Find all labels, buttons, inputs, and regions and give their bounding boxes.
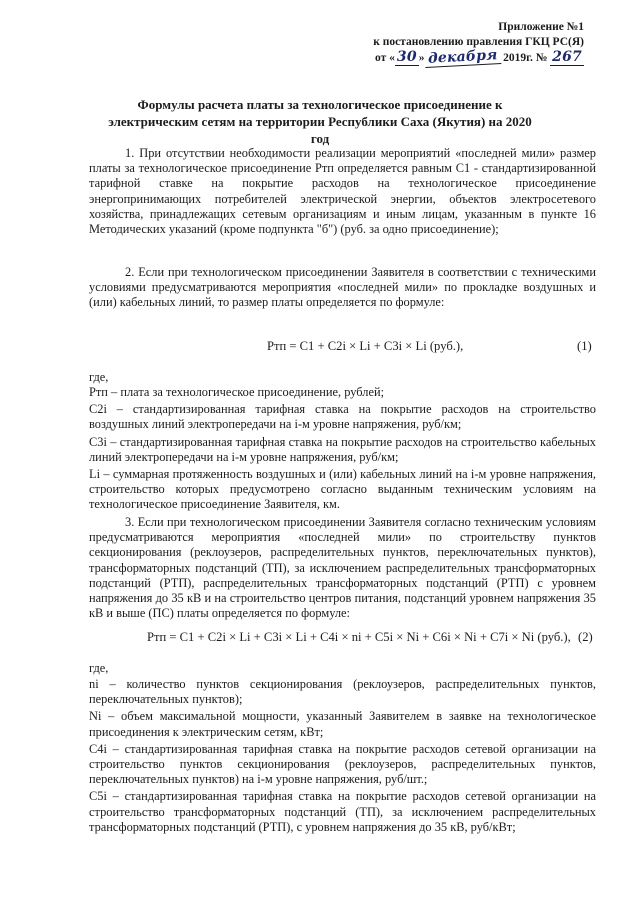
definitions-1 bbox=[89, 385, 596, 515]
where-label-1: где, bbox=[89, 370, 109, 384]
definitions-2 bbox=[89, 677, 596, 837]
appendix-date-line bbox=[373, 47, 584, 67]
formula-2: Pтп = C1 + C2i × Li + C3i × Li + C4i × ni + C5i × Ni + C6i × Ni + C7i × Ni (руб.), bbox=[147, 630, 571, 644]
appendix-title: Приложение №1 bbox=[498, 21, 584, 33]
definition-item: C5i – стандартизированная тарифная ставка на покрытие расходов сетевой организации на строительство трансформаторных подстанций (ТП), за исключением распределительных трансформаторных подстанций (РТП), с уровнем напряжения до 35 кВ, руб/кВт; bbox=[89, 789, 596, 834]
handwritten-number: 267 bbox=[552, 49, 582, 65]
definition-item: ni – количество пунктов секционирования (реклоузеров, распределительных пунктов, переключательных пунктов); bbox=[89, 677, 596, 707]
document-title: Формулы расчета платы за технологическое присоединение к электрическим сетям на территории Республики Саха (Якутия) на 2020 год bbox=[108, 97, 532, 146]
formula-2-number: (2) bbox=[578, 630, 593, 644]
appendix-header bbox=[373, 20, 584, 66]
paragraph-3: 3. Если при технологическом присоединении Заявителя согласно техническим условиям предусматриваются мероприятия «последней мили» по строительству пунктов секционирования (реклоузеров, распределительных пунктов, переключательных пунктов), трансформаторных подстанций (ТП), за исключением распределительных трансформаторных подстанций (РТП), распределительных трансформаторных подстанций (РТП) с уровнем напряжения до 35 кВ и на строительство центров питания, подстанций уровнем напряжения 35 кВ и выше (ПС) платы определяется по формуле: bbox=[89, 515, 596, 621]
date-mid: » bbox=[418, 52, 425, 64]
handwritten-day: 30 bbox=[396, 49, 417, 65]
formula-1: Pтп = C1 + C2i × Li + C3i × Li (руб.), bbox=[267, 339, 464, 353]
paragraph-1: 1. При отсутствии необходимости реализации мероприятий «последней мили» размер платы за технологическое присоединение Pтп определяется равным C1 - стандартизированной тарифной ставке на покрытие расходов на технологическое присоединение энергопринимающих потребителей электрической энергии, объектов электросетевого хозяйства, принадлежащих сетевым организациям и иным лицам, указанным в пункте 16 Методических указаний (кроме подпункта "б") (руб. за одно присоединение); bbox=[89, 146, 596, 237]
definition-item: C4i – стандартизированная тарифная ставка на покрытие расходов сетевой организации на строительство пунктов секционирования (реклоузеров, распределительных пунктов, переключательных пунктов) на i-м уровне напряжения, руб/шт.; bbox=[89, 741, 596, 787]
definition-item: Ni – объем максимальной мощности, указанный Заявителем в заявке на технологическое присоединения к электрическим сетям, кВт; bbox=[89, 709, 596, 739]
date-prefix: от « bbox=[375, 52, 395, 64]
appendix-resolution: к постановлению правления ГКЦ РС(Я) bbox=[373, 36, 584, 48]
handwritten-month: декабря bbox=[424, 48, 500, 68]
definition-item: Pтп – плата за технологическое присоединение, рублей; bbox=[89, 385, 385, 399]
formula-1-number: (1) bbox=[577, 339, 592, 353]
definition-item: Li – суммарная протяженность воздушных и (или) кабельных линий на i-м уровне напряжения, строительство которых предусмотрено согласно выданным техническим условиям на технологическое присоединение Заявителя, км. bbox=[89, 467, 596, 512]
paragraph-2: 2. Если при технологическом присоединении Заявителя в соответствии с техническими условиями предусматриваются мероприятия «последней мили» по прокладке воздушных и (или) кабельных линий, то размер платы определяется по формуле: bbox=[89, 265, 596, 310]
date-year: 2019г. № bbox=[500, 52, 551, 64]
definition-item: C2i – стандартизированная тарифная ставка на покрытие расходов на строительство воздушных линий электропередачи на i-м уровне напряжения, руб/км; bbox=[89, 402, 596, 432]
where-label-2: где, bbox=[89, 661, 109, 675]
definition-item: C3i – стандартизированная тарифная ставка на покрытие расходов на строительство кабельных линий электропередачи на i-м уровне напряжения, руб/км; bbox=[89, 434, 596, 464]
